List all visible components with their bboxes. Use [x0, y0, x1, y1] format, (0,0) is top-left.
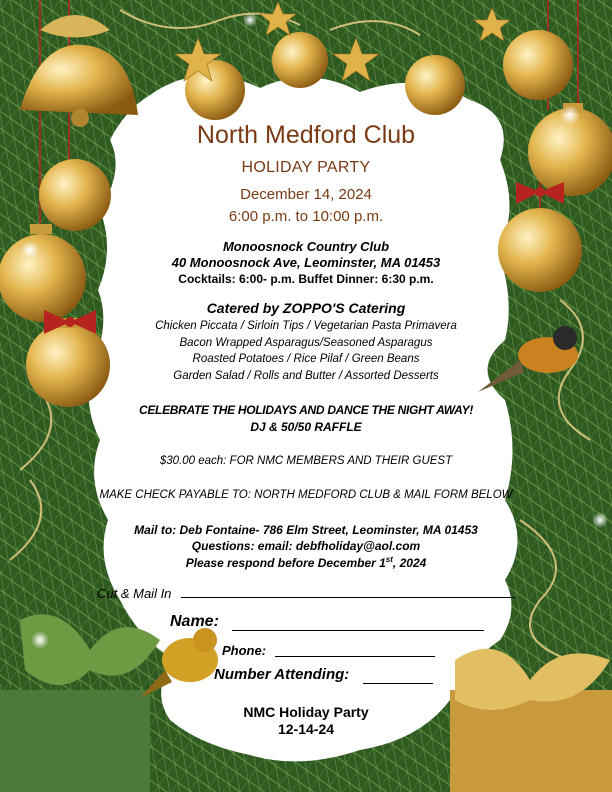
- footer-date: 12-14-24: [277, 721, 335, 737]
- menu-line: Garden Salad / Rolls and Butter / Assorted Desserts: [173, 370, 439, 382]
- respond-ordinal: st: [385, 555, 393, 564]
- caterer-heading: Catered by ZOPPO'S Catering: [206, 300, 406, 316]
- mail-to: Mail to: Deb Fontaine- 786 Elm Street, Leominster, MA 01453: [134, 523, 478, 537]
- ornament: [26, 323, 110, 407]
- schedule: Cocktails: 6:00- p.m. Buffet Dinner: 6:30 p.m.: [178, 272, 434, 286]
- cut-mail-label: Cut & Mail In: [97, 586, 172, 601]
- ornament: [405, 55, 465, 115]
- cut-line: [181, 597, 515, 598]
- event-date: December 14, 2024: [240, 186, 372, 203]
- phone-field[interactable]: [275, 656, 435, 657]
- menu-line: Roasted Potatoes / Rice Pilaf / Green Beans: [192, 353, 420, 365]
- event-time: 6:00 p.m. to 10:00 p.m.: [228, 208, 384, 225]
- venue-address: 40 Monoosnock Ave, Leominster, MA 01453: [171, 255, 441, 270]
- name-label: Name:: [170, 613, 219, 630]
- celebrate-text: CELEBRATE THE HOLIDAYS AND DANCE THE NIGHT AWAY!: [138, 403, 474, 417]
- price-text: $30.00 each: FOR NMC MEMBERS AND THEIR GUEST: [159, 455, 453, 467]
- ornament: [503, 30, 573, 100]
- menu-line: Bacon Wrapped Asparagus/Seasoned Asparagus: [179, 337, 433, 349]
- number-attending-field[interactable]: [363, 683, 433, 684]
- number-attending-label: Number Attending:: [214, 666, 350, 683]
- name-field[interactable]: [232, 630, 484, 631]
- dj-raffle: DJ & 50/50 RAFFLE: [250, 420, 362, 434]
- questions-email: Questions: email: debfholiday@aol.com: [191, 539, 421, 553]
- respond-by: [0, 555, 612, 570]
- check-instructions: MAKE CHECK PAYABLE TO: NORTH MEDFORD CLUB & MAIL FORM BELOW: [99, 489, 513, 501]
- venue-name: Monoosnock Country Club: [222, 239, 390, 254]
- phone-label: Phone:: [222, 643, 267, 658]
- respond-text: Please respond before December 1: [185, 556, 386, 570]
- respond-year: , 2024: [392, 556, 427, 570]
- menu-line: Chicken Piccata / Sirloin Tips / Vegetarian Pasta Primavera: [155, 320, 457, 332]
- ornament: [272, 32, 328, 88]
- footer-title: NMC Holiday Party: [243, 704, 369, 720]
- event-title: HOLIDAY PARTY: [241, 159, 371, 176]
- club-title: North Medford Club: [196, 121, 416, 149]
